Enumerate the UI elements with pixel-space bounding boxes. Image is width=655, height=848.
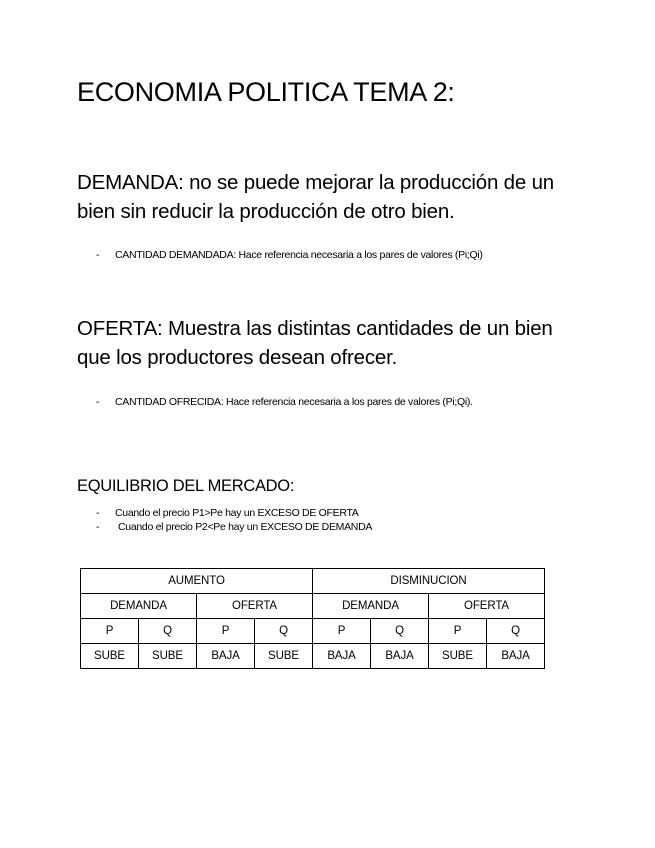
oferta-term: OFERTA: [77, 317, 163, 340]
list-item [96, 395, 473, 409]
table-cell: P [313, 619, 371, 644]
document-title: ECONOMIA POLITICA TEMA 2: [77, 77, 455, 107]
table-header-disminucion: DISMINUCION [313, 569, 545, 594]
table-row-groups [81, 569, 545, 594]
table-cell: BAJA [197, 644, 255, 669]
table-subheader: OFERTA [429, 594, 545, 619]
table-cell: SUBE [255, 644, 313, 669]
table-subheader: OFERTA [197, 594, 313, 619]
demanda-definition: no se puede mejorar la producción de un bien sin reducir la producción de otro bien. [77, 171, 554, 223]
table-cell: SUBE [429, 644, 487, 669]
bullet-text: Cuando el precio P1>Pe hay un EXCESO DE OFERTA [115, 507, 359, 519]
table-cell: P [81, 619, 139, 644]
table-cell: Q [139, 619, 197, 644]
bullet-dash: - [96, 507, 100, 519]
equilibrio-bullet-list [96, 506, 372, 534]
bullet-dash: - [96, 521, 100, 533]
equilibrio-title: EQUILIBRIO DEL MERCADO: [77, 477, 295, 495]
oferta-definition: Muestra las distintas cantidades de un bien que los productores desean ofrecer. [77, 317, 553, 369]
table-cell: P [429, 619, 487, 644]
bullet-text: Cuando el precio P2<Pe hay un EXCESO DE DEMANDA [118, 521, 373, 533]
table-cell: Q [487, 619, 545, 644]
table-cell: BAJA [371, 644, 429, 669]
demanda-term: DEMANDA: [77, 171, 184, 194]
bullet-text: CANTIDAD DEMANDADA: Hace referencia necesaria a los pares de valores (Pi;Qi) [115, 249, 483, 261]
oferta-bullet-list [96, 395, 473, 409]
demanda-bullet-list [96, 248, 483, 262]
table-subheader: DEMANDA [313, 594, 429, 619]
list-item [96, 506, 372, 520]
table-cell: SUBE [139, 644, 197, 669]
table-row-values [81, 644, 545, 669]
bullet-dash: - [96, 249, 100, 261]
table-row-subgroups [81, 594, 545, 619]
oferta-heading [77, 314, 577, 372]
table-header-aumento: AUMENTO [81, 569, 313, 594]
demanda-heading [77, 168, 577, 226]
table-cell: Q [255, 619, 313, 644]
bullet-text: CANTIDAD OFRECIDA: Hace referencia necesaria a los pares de valores (Pi;Qi). [115, 396, 473, 408]
table-cell: SUBE [81, 644, 139, 669]
table-cell: BAJA [313, 644, 371, 669]
bullet-dash: - [96, 396, 100, 408]
table-subheader: DEMANDA [81, 594, 197, 619]
table-cell: P [197, 619, 255, 644]
table-row-variables [81, 619, 545, 644]
list-item [96, 248, 483, 262]
table-cell: BAJA [487, 644, 545, 669]
market-table [80, 568, 545, 669]
list-item [96, 520, 372, 534]
table-cell: Q [371, 619, 429, 644]
